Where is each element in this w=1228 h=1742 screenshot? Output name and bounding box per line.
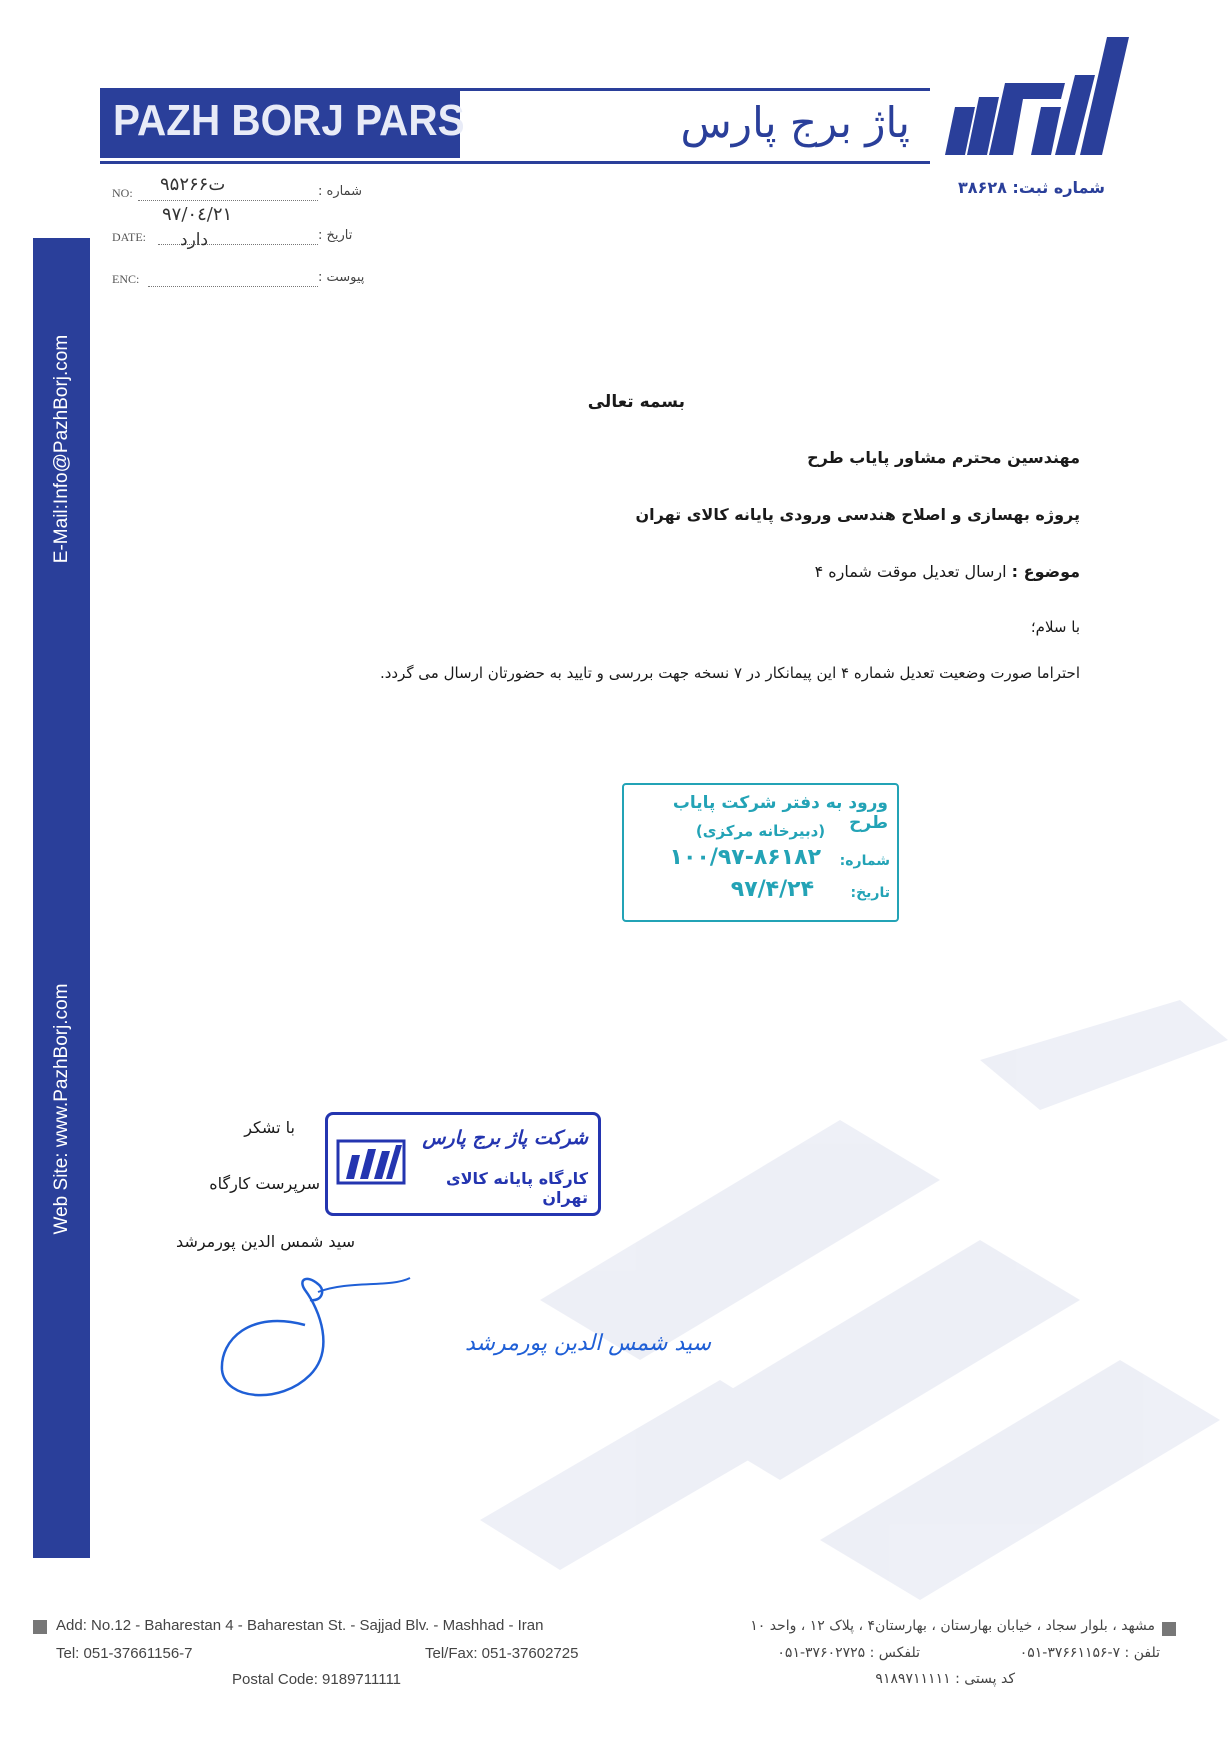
company-stamp-logo <box>336 1137 406 1187</box>
received-stamp <box>622 783 899 922</box>
date-label-fa: تاریخ : <box>318 228 353 243</box>
basmala: بسمه تعالی <box>587 392 685 412</box>
footer-address-fa: مشهد ، بلوار سجاد ، خیابان بهارستان ، بهارستان۴ ، پلاک ۱۲ ، واحد ۱۰ <box>750 1618 1155 1634</box>
side-contacts <box>33 238 90 1558</box>
subject-label: موضوع : <box>1011 562 1080 581</box>
side-website: Web Site: www.PazhBorj.com <box>50 983 72 1235</box>
received-stamp-line2: (دبیرخانه مرکزی) <box>695 822 826 840</box>
signature-text: سید شمس الدین پورمرشد <box>465 1331 712 1356</box>
company-stamp-line1: شرکت پاژ برج پارس <box>422 1127 588 1149</box>
footer-bullet-fa <box>1162 1622 1176 1636</box>
handwritten-signature <box>210 1270 712 1410</box>
footer-bullet-en <box>33 1620 47 1634</box>
side-email: E-Mail:Info@PazhBorj.com <box>50 334 72 564</box>
company-stamp <box>325 1112 601 1216</box>
subject-text: ارسال تعدیل موقت شماره ۴ <box>814 562 1007 581</box>
footer-postal-en: Postal Code: 9189711111 <box>232 1671 402 1688</box>
project-title: پروژه بهسازی و اصلاح هندسی ورودی پایانه کالای تهران <box>635 505 1080 524</box>
enc-value: دارد <box>180 230 209 250</box>
brand-name-en: PAZH BORJ PARS <box>113 96 465 145</box>
footer-tel-en: Tel: 051-37661156-7 <box>56 1645 193 1662</box>
received-stamp-date: ۹۷/۴/۲۴ <box>730 877 814 902</box>
footer-postal-fa: کد پستی : ۹۱۸۹۷۱۱۱۱۱ <box>875 1671 1015 1687</box>
received-stamp-number-label: شماره: <box>839 853 890 869</box>
received-stamp-date-label: تاریخ: <box>850 885 890 901</box>
footer-address-en: Add: No.12 - Baharestan 4 - Baharestan St. - Sajjad Blv. - Mashhad - Iran <box>56 1617 544 1634</box>
thanks: با تشکر <box>244 1118 295 1137</box>
date-label-en: DATE: <box>112 230 146 244</box>
date-value: ۹۷/۰٤/۲۱ <box>162 204 233 225</box>
received-stamp-number: ۱۰۰/۹۷-۸۶۱۸۲ <box>669 845 821 870</box>
signer-name: سید شمس الدین پورمرشد <box>176 1232 355 1251</box>
body-paragraph: احتراما صورت وضعیت تعدیل شماره ۴ این پیمانکار در ۷ نسخه جهت بررسی و تایید به حضورتان ارسال می گردد. <box>379 664 1080 682</box>
enc-label-en: ENC: <box>112 272 140 286</box>
footer-tel-fa: تلفن : ۷-۳۷۶۶۱۱۵۶-۰۵۱ <box>1019 1645 1160 1661</box>
enc-label-fa: پیوست : <box>318 270 365 285</box>
registration-number: شماره ثبت: ۳۸۶۲۸ <box>958 178 1105 197</box>
no-line <box>138 200 318 201</box>
no-label-fa: شماره : <box>318 184 362 199</box>
no-label-en: NO: <box>112 186 133 200</box>
greeting: با سلام؛ <box>1030 618 1080 636</box>
company-stamp-line2: کارگاه پایانه کالای تهران <box>445 1169 588 1207</box>
brand-name-fa: پاژ برج پارس <box>680 98 910 147</box>
site-supervisor-role: سرپرست کارگاه <box>209 1174 320 1193</box>
company-logo <box>935 35 1135 160</box>
recipient: مهندسین محترم مشاور پایاب طرح <box>807 448 1080 467</box>
enc-line <box>148 286 318 287</box>
received-stamp-line1: ورود به دفتر شرکت پایاب طرح <box>672 793 888 833</box>
footer-telfax-fa: تلفکس : ۳۷۶۰۲۷۲۵-۰۵۱ <box>777 1645 920 1661</box>
footer-telfax-en: Tel/Fax: 051-37602725 <box>425 1645 579 1662</box>
subject-line <box>560 562 1080 581</box>
no-value: ۹۵ت۲۶۶ <box>160 174 226 195</box>
